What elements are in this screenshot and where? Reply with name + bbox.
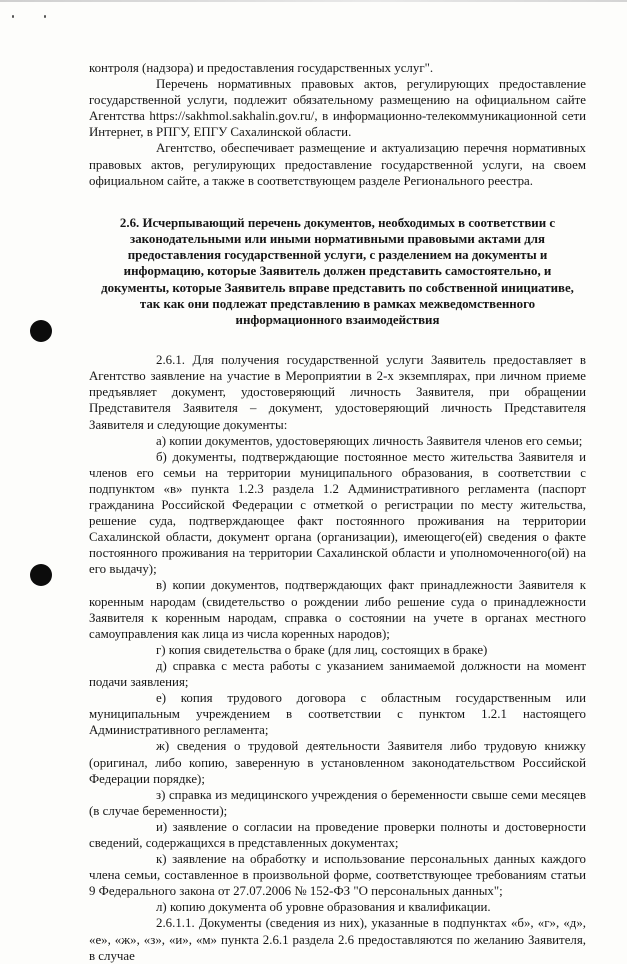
list-item-e: е) копия трудового договора с областным государственным или муниципальным учреждением в соответствии с пунктом 1.2.1 настоящего Административного регламента;	[89, 691, 586, 738]
list-item-d: д) справка с места работы с указанием занимаемой должности на момент подачи заявления;	[89, 658, 586, 690]
punch-hole-lower	[30, 564, 52, 586]
paragraphs-after-heading	[89, 352, 586, 964]
list-item-v: в) копии документов, подтверждающих факт принадлежности Заявителя к коренным народам (свидетельство о рождении либо решение суда о принадлежности Заявителя к коренным народам, справка о состоянии на учете в органах местного самоуправления как лица из числа коренных народов);	[89, 578, 586, 641]
list-item-g: г) копия свидетельства о браке (для лиц, состоящих в браке)	[156, 642, 488, 657]
paragraph-2-6-1-1: 2.6.1.1. Документы (сведения из них), указанные в подпунктах «б», «г», «д», «е», «ж», «з», «и», «м» пункта 2.6.1 раздела 2.6 предоставляются по желанию Заявителя, в случае	[89, 916, 586, 963]
list-item-zh: ж) сведения о трудовой деятельности Заявителя либо трудовую книжку (оригинал, либо копию, заверенную в установленном законодательством Российской Федерации порядке);	[89, 739, 586, 786]
scan-top-edge	[0, 0, 627, 2]
list-item-a: а) копии документов, удостоверяющих личность Заявителя членов его семьи;	[156, 433, 583, 448]
paragraph: Перечень нормативных правовых актов, регулирующих предоставление государственной услуги, подлежит обязательному размещению на официальном сайте Агентства https://sakhmol.sakhalin.gov.ru/, в информационно-телекоммуникационной сети Интернет, в РПГУ, ЕПГУ Сахалинской области.	[89, 77, 586, 140]
scan-speck	[12, 15, 14, 18]
list-item-k: к) заявление на обработку и использование персональных данных каждого члена семьи, составленное в произвольной форме, соответствующее требованиям статьи 9 Федерального закона от 27.07.2006 № 152-ФЗ "О персональных данных";	[89, 852, 586, 899]
list-item-l: л) копию документа об уровне образования и квалификации.	[156, 900, 491, 915]
document-body	[89, 60, 586, 964]
section-heading-2-6: 2.6. Исчерпывающий перечень документов, необходимых в соответствии с законодательными или иными нормативными правовыми актами для предоставления государственной услуги, с разделением на документы и информацию, которые Заявитель должен представить самостоятельно, и документы, которые Заявитель вправе представить по собственной инициативе, так как они подлежат представлению в рамках межведомственного информационного взаимодействия	[101, 215, 574, 327]
paragraphs-before-heading	[89, 60, 586, 189]
list-item-z: з) справка из медицинского учреждения о беременности свыше семи месяцев (в случае беременности);	[89, 787, 586, 818]
list-item-i: и) заявление о согласии на проведение проверки полноты и достоверности сведений, содержащихся в представленных документах;	[89, 819, 586, 850]
paragraph: контроля (надзора) и предоставления государственных услуг".	[89, 61, 434, 75]
punch-hole-upper	[30, 320, 52, 342]
scan-speck	[44, 15, 46, 18]
paragraph: 2.6.1. Для получения государственной услуги Заявитель предоставляет в Агентство заявление на участие в Мероприятии в 2-х экземплярах, при личном приеме предъявляет документ, удостоверяющий личность Заявителя, при обращении Представителя Заявителя – документ, удостоверяющий личность Представителя Заявителя и следующие документы:	[89, 353, 586, 432]
paragraph: Агентство, обеспечивает размещение и актуализацию перечня нормативных правовых актов, регулирующих предоставление государственной услуги, на своем официальном сайте, а также в соответствующем разделе Регионального реестра.	[89, 141, 586, 188]
list-item-b: б) документы, подтверждающие постоянное место жительства Заявителя и членов его семьи на территории муниципального образования, в соответствии с подпунктом «в» пункта 1.2.3 раздела 1.2 Административного регламента (паспорт гражданина Российской Федерации с отметкой о регистрации по месту жительства, решение суда, подтверждающее факт постоянного проживания на территории Сахалинской области, документ органа (организации), имеющего(ей) сведения о факте постоянного проживания на территории Сахалинской области и уполномоченного(ой) на его выдачу);	[89, 449, 586, 577]
